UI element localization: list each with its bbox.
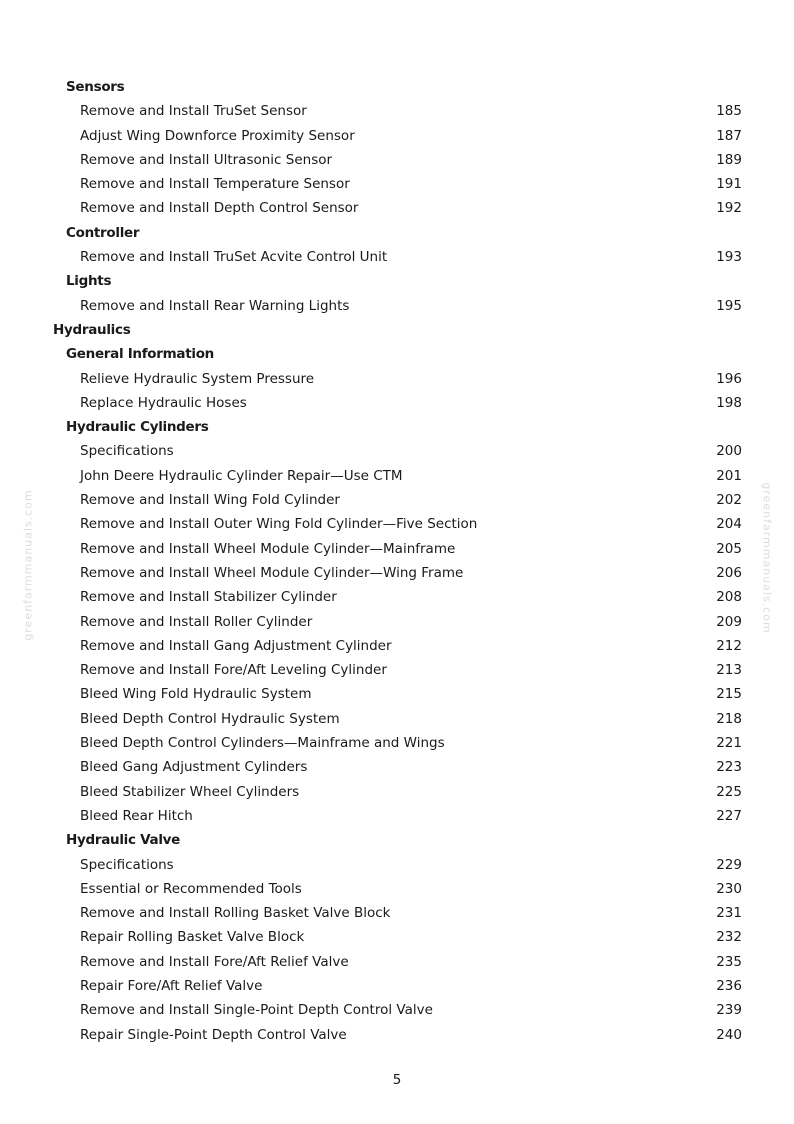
toc-entry-title: Remove and Install Gang Adjustment Cylinder: [80, 637, 392, 654]
toc-entry-page: 230: [716, 880, 742, 897]
toc-entry-title: Bleed Stabilizer Wheel Cylinders: [80, 783, 300, 800]
toc-entry-title: Sensors: [66, 79, 125, 95]
toc-entry-page: 231: [716, 905, 742, 922]
toc-entry[interactable]: [0, 245, 794, 269]
toc-entry-title: Specifications: [80, 856, 174, 873]
toc-entry-page: 201: [716, 467, 742, 484]
toc-entry[interactable]: [0, 439, 794, 463]
toc-entry[interactable]: [0, 124, 794, 148]
toc-entry-page: 232: [716, 929, 742, 946]
toc-entry-title: Bleed Rear Hitch: [80, 807, 193, 824]
toc-entry-title: Remove and Install Roller Cylinder: [80, 613, 313, 630]
toc-entry[interactable]: [0, 682, 794, 706]
watermark-left: greenfarmmanuals.com: [21, 489, 35, 641]
toc-entry[interactable]: [0, 780, 794, 804]
watermark-right: greenfarmmanuals.com: [760, 482, 774, 634]
toc-entry[interactable]: [0, 950, 794, 974]
toc-entry[interactable]: [0, 99, 794, 123]
toc-entry-page: 204: [716, 516, 742, 533]
toc-entry-page: 198: [716, 394, 742, 411]
toc-entry-page: 195: [716, 297, 742, 314]
toc-entry-title: Hydraulic Cylinders: [66, 419, 209, 436]
toc-entry-page: 187: [716, 127, 742, 144]
toc-entry-page: 240: [716, 1026, 742, 1043]
toc-entry-title: Replace Hydraulic Hoses: [80, 394, 247, 411]
toc-entry[interactable]: [0, 925, 794, 949]
toc-entry-page: 189: [716, 151, 742, 168]
toc-entry-page: 239: [716, 1002, 742, 1019]
toc-entry[interactable]: [0, 707, 794, 731]
toc-entry-page: 208: [716, 589, 742, 606]
toc-entry-title: General Information: [66, 346, 214, 363]
toc-entry-title: Adjust Wing Downforce Proximity Sensor: [80, 127, 355, 144]
toc-entry[interactable]: [0, 561, 794, 585]
toc-entry[interactable]: [0, 804, 794, 828]
toc-entry-title: Repair Single-Point Depth Control Valve: [80, 1026, 347, 1043]
toc-entry-title: Repair Rolling Basket Valve Block: [80, 929, 305, 946]
toc-entry[interactable]: [0, 585, 794, 609]
toc-entry-page: 223: [716, 759, 742, 776]
toc-entry-page: 215: [716, 686, 742, 703]
toc-entry[interactable]: [0, 877, 794, 901]
toc-entry-page: 205: [716, 540, 742, 557]
toc-section-heading: [0, 342, 794, 366]
toc-entry-title: Remove and Install Wing Fold Cylinder: [80, 492, 340, 509]
toc-entry-title: Lights: [66, 273, 112, 290]
toc-entry[interactable]: [0, 488, 794, 512]
toc-entry-title: Hydraulic Valve: [66, 832, 181, 849]
toc-section-heading: [0, 75, 794, 99]
toc-entry-title: Hydraulics: [53, 321, 131, 338]
toc-entry[interactable]: [0, 755, 794, 779]
toc-entry-title: Controller: [66, 224, 140, 241]
toc-entry-page: 235: [716, 953, 742, 970]
toc-entry-title: Remove and Install Wheel Module Cylinder—Mainframe: [80, 540, 456, 557]
toc-entry[interactable]: [0, 367, 794, 391]
toc-entry-page: 227: [716, 807, 742, 824]
toc-entry-title: Bleed Wing Fold Hydraulic System: [80, 686, 312, 703]
toc-entry-page: 191: [716, 176, 742, 193]
toc-entry-title: Remove and Install Stabilizer Cylinder: [80, 589, 337, 606]
toc-entry[interactable]: [0, 464, 794, 488]
toc-entry[interactable]: [0, 391, 794, 415]
toc-entry-title: Relieve Hydraulic System Pressure: [80, 370, 315, 387]
toc-entry-page: 221: [716, 735, 742, 752]
toc-entry-title: Remove and Install Outer Wing Fold Cylinder—Five Section: [80, 516, 478, 533]
toc-entry-title: Remove and Install Ultrasonic Sensor: [80, 151, 333, 168]
toc-entry-title: Essential or Recommended Tools: [80, 880, 302, 897]
toc-entry[interactable]: [0, 658, 794, 682]
toc-entry-title: Bleed Depth Control Cylinders—Mainframe and Wings: [80, 735, 445, 752]
page-number: 5: [392, 1072, 402, 1088]
toc-entry[interactable]: [0, 196, 794, 220]
toc-entry-title: Remove and Install Temperature Sensor: [80, 176, 350, 193]
toc-entry[interactable]: [0, 853, 794, 877]
toc-entry[interactable]: [0, 512, 794, 536]
toc-entry-title: Bleed Depth Control Hydraulic System: [80, 710, 340, 727]
toc-entry-page: 192: [716, 200, 742, 217]
toc-entry-title: Remove and Install Fore/Aft Relief Valve: [80, 953, 349, 970]
toc-section-heading: [0, 269, 794, 293]
toc-entry-page: 225: [716, 783, 742, 800]
toc-entry-page: 196: [716, 370, 742, 387]
toc-entry[interactable]: [0, 901, 794, 925]
toc-entry[interactable]: [0, 537, 794, 561]
toc-entry-page: 206: [716, 564, 742, 581]
toc-entry[interactable]: [0, 974, 794, 998]
toc-entry-title: Remove and Install Rolling Basket Valve Block: [80, 905, 391, 922]
toc-entry-title: Specifications: [80, 443, 174, 460]
toc-entry-title: Remove and Install TruSet Acvite Control Unit: [80, 249, 388, 266]
toc-section-heading: [0, 318, 794, 342]
toc-entry[interactable]: [0, 998, 794, 1022]
toc-entry-page: 218: [716, 710, 742, 727]
toc-entry-page: 229: [716, 856, 742, 873]
toc-entry[interactable]: [0, 172, 794, 196]
toc-entry-title: Remove and Install Rear Warning Lights: [80, 297, 350, 314]
toc-entry-title: Bleed Gang Adjustment Cylinders: [80, 759, 308, 776]
toc-entry-page: 202: [716, 492, 742, 509]
toc-entry-page: 236: [716, 977, 742, 994]
toc-entry-page: 200: [716, 443, 742, 460]
table-of-contents: [0, 75, 794, 1047]
toc-entry[interactable]: [0, 634, 794, 658]
toc-entry-page: 209: [716, 613, 742, 630]
toc-entry-title: Remove and Install Fore/Aft Leveling Cylinder: [80, 662, 387, 679]
toc-section-heading: [0, 828, 794, 852]
toc-entry[interactable]: [0, 1023, 794, 1047]
toc-entry-title: Remove and Install Depth Control Sensor: [80, 200, 359, 217]
toc-entry[interactable]: [0, 610, 794, 634]
toc-entry-page: 212: [716, 637, 742, 654]
toc-section-heading: [0, 415, 794, 439]
toc-entry[interactable]: [0, 294, 794, 318]
toc-entry-title: Remove and Install Single-Point Depth Control Valve: [80, 1002, 433, 1019]
toc-entry-page: 213: [716, 662, 742, 679]
toc-section-heading: [0, 221, 794, 245]
toc-entry-title: John Deere Hydraulic Cylinder Repair—Use CTM: [80, 467, 403, 484]
toc-entry-title: Remove and Install Wheel Module Cylinder—Wing Frame: [80, 564, 464, 581]
toc-entry[interactable]: [0, 731, 794, 755]
toc-entry-title: Remove and Install TruSet Sensor: [80, 103, 307, 120]
toc-entry-page: 193: [716, 249, 742, 266]
toc-entry[interactable]: [0, 148, 794, 172]
toc-entry-page: 185: [716, 103, 742, 120]
toc-entry-title: Repair Fore/Aft Relief Valve: [80, 977, 263, 994]
